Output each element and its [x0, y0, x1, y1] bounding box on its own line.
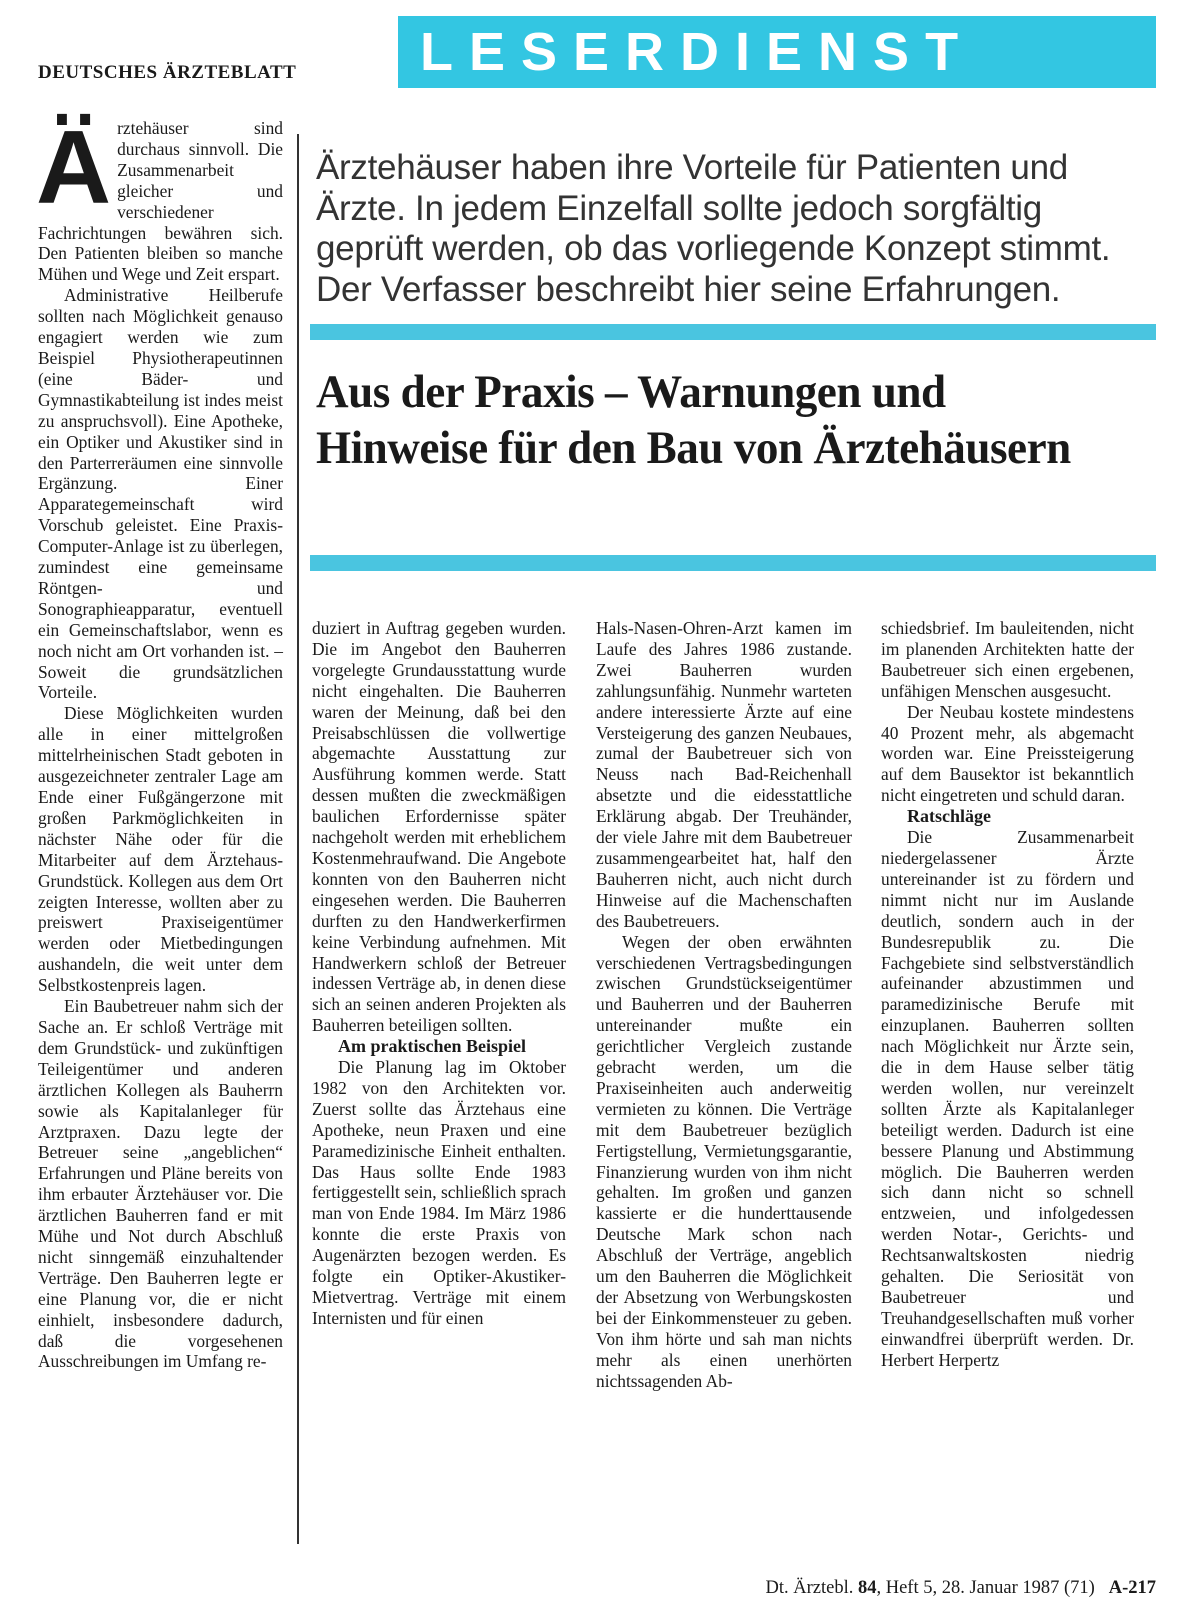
citation-rest: , Heft 5, 28. Januar 1987 (71) [876, 1578, 1095, 1598]
subheading: Ratschläge [907, 806, 991, 827]
author-name: Dr. Herbert Herpertz [881, 1328, 1134, 1370]
article-headline: Aus der Praxis – Warnungen und Hinweise für den Bau von Ärztehäusern [316, 366, 1071, 474]
article-lead: Ärztehäuser haben ihre Vorteile für Patienten und Ärzte. In jedem Einzelfall sollte jedoch sorgfältig geprüft werden, ob das vorliegende Konzept stimmt. Der Verfasser beschreibt hier seine Erfahrungen. [316, 148, 1111, 309]
paragraph: Hals-Nasen-Ohren-Arzt kamen im Laufe des Jahres 1986 zustande. Zwei Bauherren wurden zahlungsunfähig. Nunmehr warteten andere interessierte Ärzte auf eine Versteigerung des ganzen Neubaues, zumal der Baubetreuer sich von Neuss nach Bad-Reichenhall absetzte und die eidesstattliche Erklärung abgab. Der Treuhänder, der viele Jahre mit dem Baubetreuer zusammengearbeitet hat, half den Bauherren nicht, auch nicht durch Hinweise auf die Machenschaften des Baubetreuers. [596, 618, 852, 931]
text-column-1 [36, 110, 283, 1372]
citation-prefix: Dt. Ärztebl. [765, 1578, 854, 1598]
page-footer [614, 1578, 1156, 1599]
journal-name: DEUTSCHES ÄRZTEBLATT [38, 62, 297, 83]
volume-number: 84 [857, 1578, 877, 1598]
text-column-3 [596, 618, 852, 1392]
paragraph [881, 827, 1134, 1371]
column-divider [297, 134, 299, 1544]
paragraph-text: Die Zusammenarbeit niedergelassener Ärzte untereinander ist zu fördern und nimmt nicht nur im Auslande deutlich, sondern auch in der Bundesrepublik zu. Die Fachgebiete sind selbstverständlich aufeinander abzustimmen und paramedizinische Berufe mit einzuplanen. Bauherren sollten nach Möglichkeit nur Ärzte sein, die in dem Hause selber tätig werden wollen, nur vereinzelt sollten Ärzte als Kapitalanleger beteiligt werden. Dadurch ist eine bessere Planung und Abstimmung möglich. Die Bauherren werden sich dann nicht so schnell entzweien, und infolgedessen werden Notar-, Gerichts- und Rechtsanwaltskosten niedrig gehalten. Die Seriosität von Baubetreuer und Treuhandgesellschaften muß vorher einwandfrei überprüft werden. [881, 827, 1134, 1349]
subheading: Am praktischen Beispiel [338, 1036, 527, 1057]
paragraph: Die Planung lag im Oktober 1982 von den Architekten vor. Zuerst sollte das Ärztehaus eine Apotheke, neun Praxen und eine Paramedizinische Einheit enthalten. Das Haus sollte Ende 1983 fertiggestellt sein, schließlich sprach man von Ende 1984. Im März 1986 konnte die erste Praxis von Augenärzten bezogen werden. Es folgte ein Optiker-Akustiker-Mietvertrag. Verträge mit einem Internisten und für einen [312, 1057, 567, 1328]
paragraph: Administrative Heilberufe sollten nach Möglichkeit genauso engagiert werden wie zum Beispiel Physiotherapeutinnen (eine Bäder- und Gymnastikabteilung ist indes meist zu anspruchsvoll). Eine Apotheke, ein Optiker und Akustiker sind in den Parterreräumen eine sinnvolle Ergänzung. Einer Apparategemeinschaft wird Vorschub geleistet. Eine Praxis-Computer-Anlage ist zu überlegen, zumindest eine gemeinsame Röntgen- und Sonographieapparatur, eventuell ein Gemeinschaftslabor, wenn es noch nicht am Ort vorhanden ist. – Soweit die grundsätzlichen Vorteile. [38, 285, 283, 703]
drop-cap: Ä [36, 110, 112, 226]
paragraph: Ein Baubetreuer nahm sich der Sache an. Er schloß Verträge mit dem Grundstück- und zukünftigen Teileigentümer und anderen ärztlichen Kollegen als Bauherrn sowie als Kapitalanleger für Arztpraxen. Dazu legte der Betreuer seine „angeblichen“ Erfahrungen und Pläne bereits von ihm erbauter Ärztehäuser vor. Die ärztlichen Bauherren fand er mit Mühe und Not durch Abschluß nicht sinngemäß einzuhaltender Verträge. Den Bauherren legte er eine Planung vor, die er nicht einhielt, insbesondere dadurch, daß die vorgesehenen Ausschreibungen im Umfang re- [38, 996, 283, 1372]
paragraph: Der Neubau kostete mindestens 40 Prozent mehr, als abgemacht worden war. Eine Preissteigerung auf dem Bausektor ist bekanntlich nicht eingetreten und schuld daran. [881, 701, 1134, 806]
accent-bar-bottom [310, 555, 1156, 571]
paragraph: Wegen der oben erwähnten verschiedenen Vertragsbedingungen zwischen Grundstückseigentümer und Bauherren und der Bauherren untereinander mußte ein gerichtlicher Vergleich zustande gebracht werden, um die Praxiseinheiten auch anderweitig vermieten zu können. Die Verträge mit dem Baubetreuer bezüglich Fertigstellung, Vermietungsgarantie, Finanzierung wurden von ihm nicht gehalten. Im großen und ganzen kassierte er die hunderttausende Deutsche Mark schon nach Abschluß der Verträge, angeblich um den Bauherren die Möglichkeit der Absetzung von Werbungskosten bei der Einkommensteuer zu geben. Von ihm hörte und sah man nichts mehr als einen unerhörten nichtssagenden Ab- [596, 931, 852, 1391]
paragraph: rztehäuser sind durchaus sinnvoll. Die Zusammenarbeit gleicher und verschiedener Fachrichtungen bewähren sich. Den Patienten bleiben so manche Mühen und Wege und Zeit erspart. [38, 118, 283, 285]
paragraph: duziert in Auftrag gegeben wurden. Die im Angebot den Bauherren vorgelegte Grundausstattung wurde nicht eingehalten. Die Bauherren waren der Meinung, daß bei den Preisabschlüssen die vollwertige abgemachte Ausstattung zur Ausführung kommen werde. Statt dessen mußten die zweckmäßigen baulichen Erfordernisse später nachgeholt werden mit erheblichem Kostenmehraufwand. Die Angebote konnten von den Bauherren nicht eingesehen werden. Die Bauherren durften zu den Handwerkerfirmen keine Verbindung aufnehmen. Mit Handwerkern schloß der Betreuer indessen Verträge ab, in denen diese sich an seinen anderen Projekten als Bauherren beteiligen sollten. [312, 618, 566, 1036]
text-column-2 [312, 618, 566, 1329]
section-title: LESERDIENST [420, 22, 975, 82]
text-column-4 [881, 618, 1134, 1371]
paragraph: schiedsbrief. Im bauleitenden, nicht im planenden Architekten hatte der Baubetreuer sich einen ergebenen, unfähigen Menschen ausgesucht. [881, 618, 1134, 701]
page-number: A-217 [1108, 1578, 1156, 1598]
accent-bar-top [310, 324, 1156, 340]
section-banner [398, 16, 1156, 88]
paragraph: Diese Möglichkeiten wurden alle in einer mittelgroßen mittelrheinischen Stadt geboten in ausgezeichneter zentraler Lage am Ende einer Fußgängerzone mit großen Parkmöglichkeiten in nächster Nähe oder für die Mitarbeiter auf dem Ärztehaus-Grundstück. Kollegen aus dem Ort zeigten Interesse, wollten aber zu preiswert Praxiseigentümer werden oder Mietbedingungen aushandeln, die weit unter dem Selbstkostenpreis lagen. [38, 703, 283, 996]
